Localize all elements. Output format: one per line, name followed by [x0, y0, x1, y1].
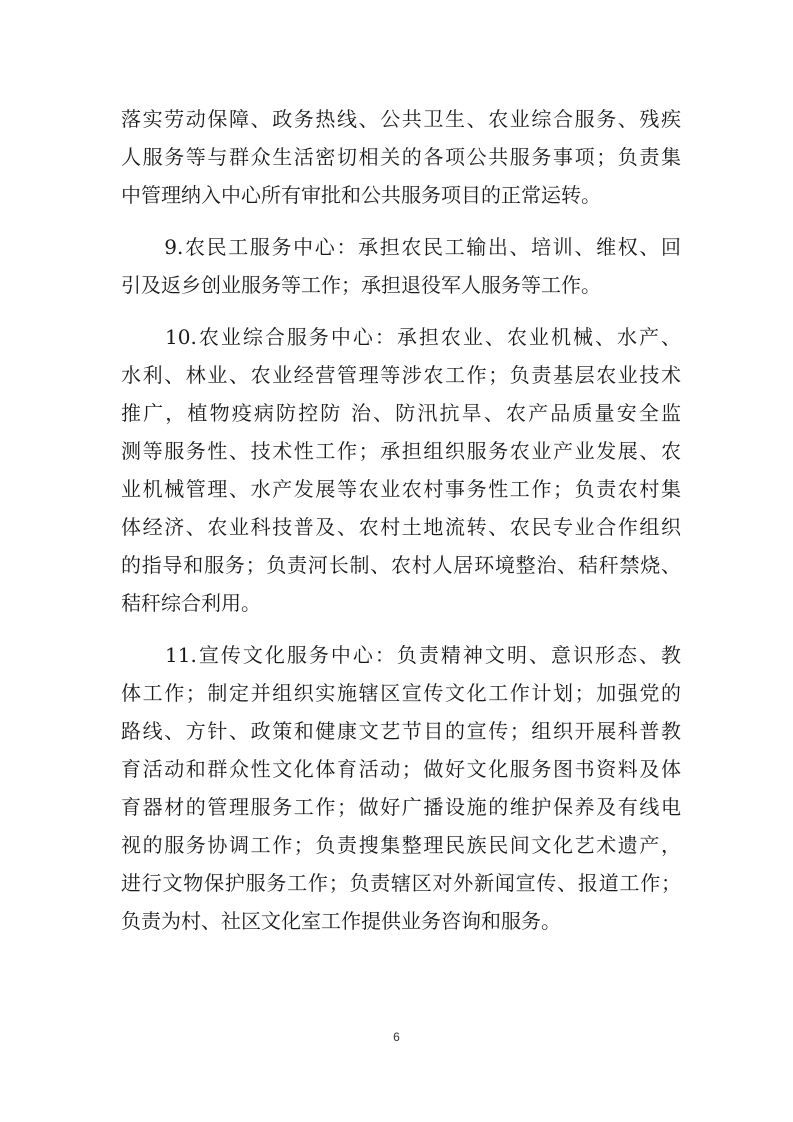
text-line: 落实劳动保障、政务热线、公共卫生、农业综合服务、残疾	[121, 107, 681, 131]
text-line: 9.农民工服务中心：承担农民工输出、培训、维权、回	[121, 235, 681, 259]
text-line: 体工作；制定并组织实施辖区宣传文化工作计划；加强党的	[121, 681, 681, 705]
text-line: 秸秆综合利用。	[121, 591, 261, 615]
paragraph-agriculture-center	[121, 318, 681, 622]
text-line: 人服务等与群众生活密切相关的各项公共服务事项；负责集	[121, 145, 681, 169]
text-line: 进行文物保护服务工作；负责辖区对外新闻宣传、报道工作；	[121, 871, 681, 895]
text-line: 的指导和服务；负责河长制、农村人居环境整治、秸秆禁烧、	[121, 553, 681, 577]
text-line: 视的服务协调工作；负责搜集整理民族民间文化艺术遗产，	[121, 833, 681, 857]
text-line: 体经济、农业科技普及、农村土地流转、农民专业合作组织	[121, 515, 681, 539]
text-line: 业机械管理、水产发展等农业农村事务性工作；负责农村集	[121, 477, 681, 501]
text-line: 推广，植物疫病防控防 治、防汛抗旱、农产品质量安全监	[121, 401, 681, 425]
paragraph-culture-center	[121, 636, 681, 940]
paragraph-migrant-worker-center	[121, 228, 681, 304]
text-line: 测等服务性、技术性工作；承担组织服务农业产业发展、农	[121, 439, 681, 463]
text-line: 负责为村、社区文化室工作提供业务咨询和服务。	[121, 909, 561, 933]
text-line: 10.农业综合服务中心：承担农业、农业机械、水产、	[121, 325, 681, 349]
text-line: 11.宣传文化服务中心：负责精神文明、意识形态、教	[121, 643, 681, 667]
text-line: 路线、方针、政策和健康文艺节目的宣传；组织开展科普教	[121, 719, 681, 743]
paragraph-public-services	[121, 100, 681, 214]
text-line: 育器材的管理服务工作；做好广播设施的维护保养及有线电	[121, 795, 681, 819]
document-body	[121, 100, 681, 954]
text-line: 水利、林业、农业经营管理等涉农工作；负责基层农业技术	[121, 363, 681, 387]
page-number: 6	[393, 1030, 400, 1044]
text-line: 中管理纳入中心所有审批和公共服务项目的正常运转。	[121, 183, 601, 207]
text-line: 引及返乡创业服务等工作；承担退役军人服务等工作。	[121, 273, 601, 297]
text-line: 育活动和群众性文化体育活动；做好文化服务图书资料及体	[121, 757, 681, 781]
